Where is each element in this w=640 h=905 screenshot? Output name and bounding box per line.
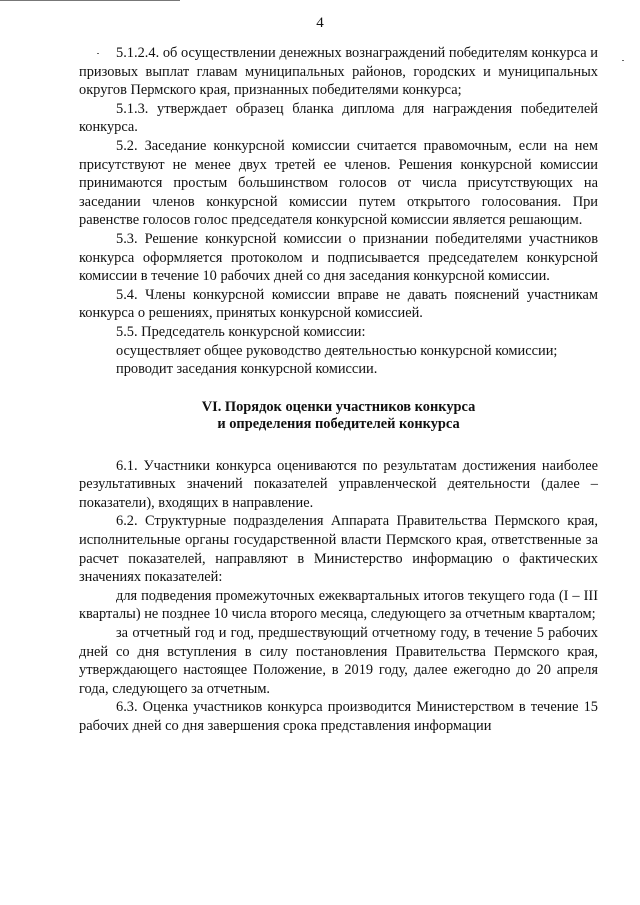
paragraph-6-3: 6.3. Оценка участников конкурса производится Министерством в течение 15 рабочих дней со дня завершения срока представления информации xyxy=(79,699,598,734)
paragraph-6-2-item-2: за отчетный год и год, предшествующий отчетному году, в течение 5 рабочих дней со дня вступления в силу постановления Правительства Пермского края, утверждающего настоящее Положение, в 2019 году, далее ежегодно до 20 апреля года, следующего за отчетным. xyxy=(79,625,598,697)
document-body xyxy=(79,44,598,736)
paragraph-5-1-3: 5.1.3. утверждает образец бланка диплома для награждения победителей конкурса. xyxy=(79,100,598,136)
paragraph-5-5-item-2: проводит заседания конкурсной комиссии. xyxy=(116,361,378,378)
paragraph-6-1: 6.1. Участники конкурса оцениваются по результатам достижения наиболее результативных значений показателей управленческой деятельности (далее – показатели), входящих в направление. xyxy=(79,457,598,511)
paragraph-5-5-item-1: осуществляет общее руководство деятельностью конкурсной комиссии; xyxy=(116,342,558,359)
paragraph-5-5: 5.5. Председатель конкурсной комиссии: xyxy=(116,323,366,340)
paragraph-5-4: 5.4. Члены конкурсной комиссии вправе не давать пояснений участникам конкурса о решениях, принятых конкурсной комиссией. xyxy=(79,286,598,322)
scan-top-line xyxy=(0,0,180,1)
paragraph-5-1-2-4: 5.1.2.4. об осуществлении денежных вознаграждений победителям конкурса и призовых выплат главам муниципальных районов, городских и муниципальных округов Пермского края, признанных победителями конкурса; xyxy=(79,45,598,99)
section-heading-line-1: VI. Порядок оценки участников конкурса xyxy=(201,398,476,415)
paragraph-5-3: 5.3. Решение конкурсной комиссии о признании победителями участников конкурса оформляется протоколом и подписывается председателем конкурсной комиссии в течение 10 рабочих дней со дня заседания конкурсной комиссии. xyxy=(79,230,598,285)
paragraph-6-2-item-1: для подведения промежуточных ежеквартальных итогов текущего года (I – III кварталы) не позднее 10 числа второго месяца, следующего за отчетным кварталом; xyxy=(79,587,598,623)
section-heading-line-2: и определения победителей конкурса xyxy=(217,415,460,432)
paragraph-5-2: 5.2. Заседание конкурсной комиссии считается правомочным, если на нем присутствуют не менее двух третей ее членов. Решения конкурсной комиссии принимаются простым большинством голосов от числа присутствующих на заседании членов конкурсной комиссии путем открытого голосования. При равенстве голосов голос председателя конкурсной комиссии является решающим. xyxy=(79,137,598,229)
page-number: 4 xyxy=(316,15,324,31)
paragraph-6-2: 6.2. Структурные подразделения Аппарата Правительства Пермского края, исполнительные органы государственной власти Пермского края, ответственные за расчет показателей, направляют в Министерство информацию о фактических значениях показателей: xyxy=(79,513,598,586)
scan-speck xyxy=(622,60,624,61)
section-heading xyxy=(79,399,598,433)
